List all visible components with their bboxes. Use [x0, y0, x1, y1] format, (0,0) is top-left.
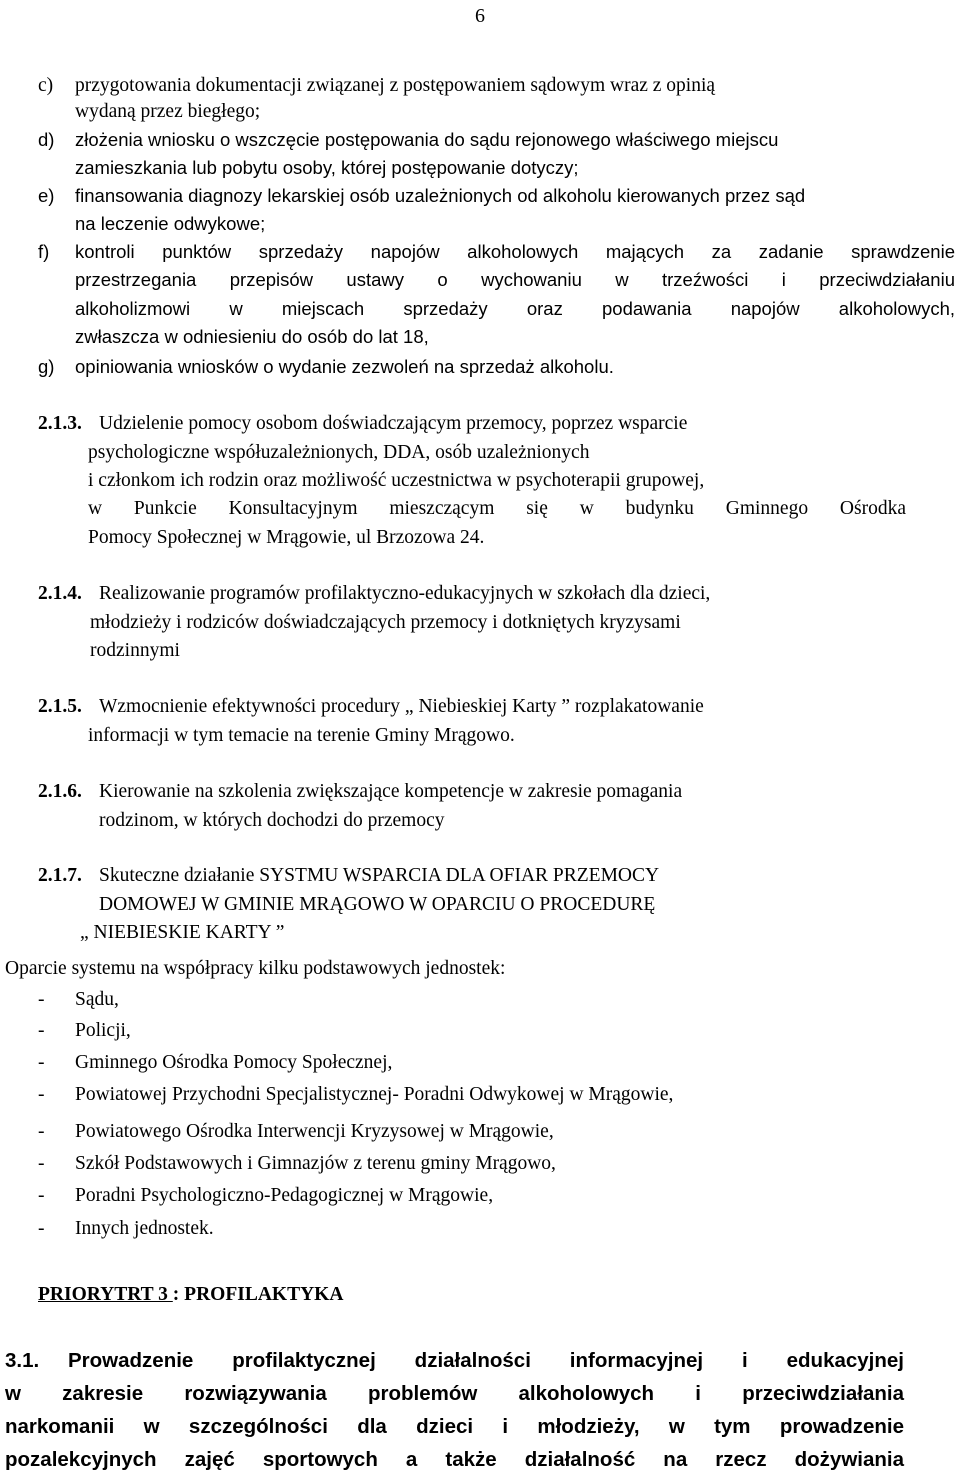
section-text: „ NIEBIESKIE KARTY ”: [80, 922, 285, 943]
section-text: Prowadzenie profilaktycznej działalności informacyjnej i edukacyjnej: [68, 1349, 904, 1372]
list-item-label: g): [38, 356, 55, 377]
section-number: 2.1.3.: [38, 413, 82, 434]
list-item-text: opiniowania wniosków o wydanie zezwoleń na sprzedaż alkoholu.: [75, 356, 614, 377]
section-text: Pomocy Społecznej w Mrągowie, ul Brzozowa 24.: [88, 527, 485, 548]
section-number: 2.1.6.: [38, 781, 82, 802]
list-item-text: na leczenie odwykowe;: [75, 213, 266, 234]
list-item-text: Policji,: [75, 1020, 131, 1041]
list-dash: -: [38, 1084, 45, 1105]
section-number: 2.1.5.: [38, 696, 82, 717]
list-item-text: zamieszkania lub pobytu osoby, której postępowanie dotyczy;: [75, 157, 579, 178]
list-item-label: f): [38, 241, 50, 262]
list-dash: -: [38, 1052, 45, 1073]
list-item-text: finansowania diagnozy lekarskiej osób uzależnionych od alkoholu kierowanych przez sąd: [75, 185, 806, 206]
section-text: w zakresie rozwiązywania problemów alkoholowych i przeciwdziałania: [5, 1382, 904, 1405]
list-dash: -: [38, 1020, 45, 1041]
section-text: w Punkcie Konsultacyjnym mieszczącym się w budynku Gminnego Ośrodka: [88, 498, 906, 519]
section-text: młodzieży i rodziców doświadczających przemocy i dotkniętych kryzysami: [90, 612, 681, 633]
list-item-text: Gminnego Ośrodka Pomocy Społecznej,: [75, 1052, 393, 1073]
page-number: 6: [475, 5, 485, 27]
list-item-text: wydaną przez biegłego;: [75, 101, 261, 122]
section-text: Skuteczne działanie SYSTMU WSPARCIA DLA OFIAR PRZEMOCY: [99, 865, 660, 886]
section-text: Realizowanie programów profilaktyczno-edukacyjnych w szkołach dla dzieci,: [99, 583, 711, 604]
list-item-text: Poradni Psychologiczno-Pedagogicznej w Mrągowie,: [75, 1185, 494, 1206]
list-item-text: Szkół Podstawowych i Gimnazjów z terenu gminy Mrągowo,: [75, 1153, 556, 1174]
list-item-text: zwłaszcza w odniesieniu do osób do lat 18,: [75, 326, 429, 347]
list-dash: -: [38, 1153, 45, 1174]
section-text: Wzmocnienie efektywności procedury „ Niebieskiej Karty ” rozplakatowanie: [99, 696, 704, 717]
section-text: i członkom ich rodzin oraz możliwość uczestnictwa w psychoterapii grupowej,: [88, 470, 705, 491]
section-text: informacji w tym temacie na terenie Gminy Mrągowo.: [88, 725, 515, 746]
list-item-text: Sądu,: [75, 989, 119, 1010]
list-item-label: c): [38, 75, 54, 96]
list-item-text: Powiatowego Ośrodka Interwencji Kryzysowej w Mrągowie,: [75, 1121, 554, 1142]
list-item-text: złożenia wniosku o wszczęcie postępowania do sądu rejonowego właściwego miejscu: [75, 129, 779, 150]
section-text: DOMOWEJ W GMINIE MRĄGOWO W OPARCIU O PROCEDURĘ: [99, 894, 656, 915]
list-item-label: d): [38, 129, 55, 150]
section-number: 2.1.4.: [38, 583, 82, 604]
section-text: rodzinnymi: [90, 640, 180, 661]
priority-heading: [38, 1285, 343, 1305]
list-item-text: kontroli punktów sprzedaży napojów alkoholowych mających za zadanie sprawdzenie: [75, 241, 955, 262]
list-item-text: Powiatowej Przychodni Specjalistycznej- Poradni Odwykowej w Mrągowie,: [75, 1084, 674, 1105]
list-item-text: alkoholizmowi w miejscach sprzedaży oraz podawania napojów alkoholowych,: [75, 298, 955, 319]
list-dash: -: [38, 989, 45, 1010]
list-dash: -: [38, 1218, 45, 1239]
list-item-label: e): [38, 185, 55, 206]
section-text: pozalekcyjnych zajęć sportowych a także działalność na rzecz dożywiania: [5, 1448, 904, 1471]
priority-heading-title: PRIORYTRT 3: [38, 1284, 173, 1305]
section-text: rodzinom, w których dochodzi do przemocy: [99, 810, 445, 831]
list-item-text: przestrzegania przepisów ustawy o wychowaniu w trzeźwości i przeciwdziałaniu: [75, 269, 955, 290]
support-intro: Oparcie systemu na współpracy kilku podstawowych jednostek:: [5, 958, 506, 979]
list-dash: -: [38, 1121, 45, 1142]
section-text: psychologiczne współuzależnionych, DDA, osób uzależnionych: [88, 442, 590, 463]
priority-heading-subject: : PROFILAKTYKA: [172, 1284, 344, 1305]
list-dash: -: [38, 1185, 45, 1206]
list-item-text: Innych jednostek.: [75, 1218, 214, 1239]
section-number: 3.1.: [5, 1349, 40, 1372]
section-number: 2.1.7.: [38, 865, 82, 886]
list-item-text: przygotowania dokumentacji związanej z postępowaniem sądowym wraz z opinią: [75, 75, 716, 96]
section-text: Udzielenie pomocy osobom doświadczającym przemocy, poprzez wsparcie: [99, 413, 688, 434]
section-text: Kierowanie na szkolenia zwiększające kompetencje w zakresie pomagania: [99, 781, 683, 802]
section-text: narkomanii w szczególności dla dzieci i młodzieży, w tym prowadzenie: [5, 1415, 904, 1438]
